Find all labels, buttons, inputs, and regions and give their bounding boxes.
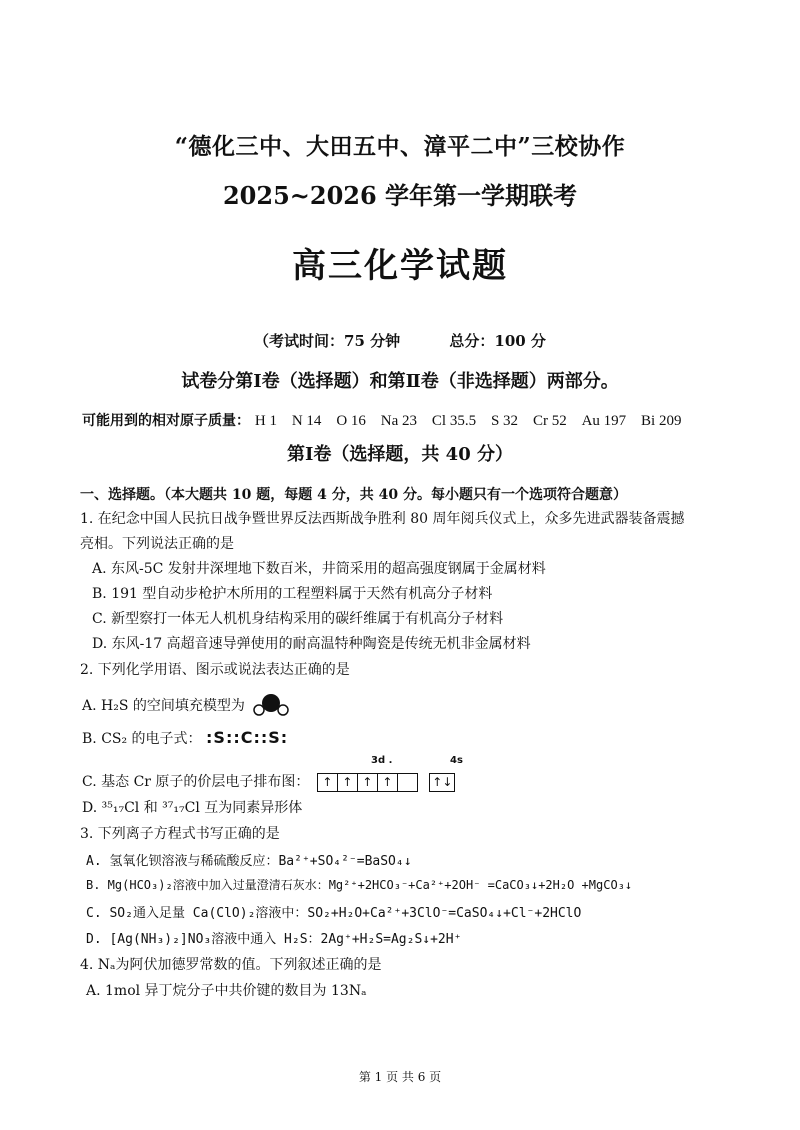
q2-option-b (82, 728, 288, 748)
page-footer: 第 1 页 共 6 页 (358, 1070, 442, 1084)
volume-title: 第Ⅰ卷（选择题，共 40 分） (286, 444, 513, 465)
exam-score: 总分：100 分 (449, 332, 546, 350)
q1-option-b: B. 191 型自动步枪护木所用的工程塑料属于天然有机高分子材料 (92, 586, 493, 602)
page-title: 高三化学试题 (292, 246, 508, 286)
atomic-mass-item: Au 197 (581, 413, 627, 429)
q3-option-d: D. [Ag(NH₃)₂]NO₃溶液中通入 H₂S：2Ag⁺+H₂S=Ag₂S↓+2H⁺ (86, 932, 462, 947)
orbital-cell: ↑↓ (429, 773, 455, 792)
orbital-4s-boxes (430, 773, 455, 792)
q1-stem-line1: 1. 在纪念中国人民抗日战争暨世界反法西斯战争胜利 80 周年阅兵仪式上，众多先进武器装备震撼 (80, 511, 685, 527)
exam-info (0, 330, 800, 351)
orbital-cell: ↑ (377, 773, 398, 792)
school-line: “德化三中、大田五中、漳平二中”三校协作 (174, 133, 626, 160)
q4-option-a: A. 1mol 异丁烷分子中共价键的数目为 13Nₐ (86, 983, 367, 999)
q3-option-a: A. 氢氧化钡溶液与稀硫酸反应：Ba²⁺+SO₄²⁻=BaSO₄↓ (86, 854, 412, 869)
atomic-mass-item: O 16 (336, 413, 366, 429)
q2-option-d: D. ³⁵₁₇Cl 和 ³⁷₁₇Cl 互为同素异形体 (82, 800, 303, 816)
q1-option-a: A. 东风-5C 发射井深埋地下数百米，井筒采用的超高强度钢属于金属材料 (92, 561, 546, 577)
q3-option-c: C. SO₂通入足量 Ca(ClO)₂溶液中：SO₂+H₂O+Ca²⁺+3ClO⁻=CaSO₄↓+Cl⁻+2HClO (86, 906, 582, 921)
atomic-mass-item: N 14 (291, 413, 322, 429)
q1-stem-line2: 亮相。下列说法正确的是 (80, 536, 234, 552)
orbital-cell (397, 773, 418, 792)
atomic-mass-item: Na 23 (380, 413, 418, 429)
q1-option-c: C. 新型察打一体无人机机身结构采用的碳纤维属于有机高分子材料 (92, 611, 504, 627)
term-line: 2025~2026 学年第一学期联考 (222, 181, 578, 210)
q2-stem: 2. 下列化学用语、图示或说法表达正确的是 (80, 662, 350, 678)
orbital-3d-label: 3d . (371, 755, 393, 766)
h2s-space-filling-model-icon (251, 693, 291, 719)
q4-stem: 4. Nₐ为阿伏加德罗常数的值。下列叙述正确的是 (80, 957, 382, 973)
q1-option-d: D. 东风-17 高超音速导弹使用的耐高温特种陶瓷是传统无机非金属材料 (92, 636, 531, 652)
q2-option-a (82, 693, 291, 719)
q2-option-c (82, 771, 455, 792)
atomic-mass-item: Cl 35.5 (431, 413, 477, 429)
exam-time: （考试时间：75 分钟 (254, 332, 401, 350)
q3-option-b: B. Mg(HCO₃)₂溶液中加入过量澄清石灰水：Mg²⁺+2HCO₃⁻+Ca²⁺+2OH⁻ =CaCO₃↓+2H₂O +MgCO₃↓ (86, 878, 633, 892)
orbital-cell: ↑ (317, 773, 338, 792)
orbital-cell: ↑ (357, 773, 378, 792)
q2-option-a-text: A. H₂S 的空间填充模型为 (82, 698, 245, 714)
parts-line: 试卷分第Ⅰ卷（选择题）和第Ⅱ卷（非选择题）两部分。 (181, 371, 619, 392)
orbital-4s-label: 4s (450, 755, 463, 766)
cs2-electron-formula: :S::C::S: (206, 728, 289, 747)
atomic-mass-item: H 1 (254, 413, 277, 429)
atomic-masses (82, 410, 691, 430)
q3-stem: 3. 下列离子方程式书写正确的是 (80, 826, 280, 842)
orbital-3d-boxes (318, 773, 418, 792)
atomic-masses-label: 可能用到的相对原子质量： (82, 413, 250, 429)
q2-option-c-text: C. 基态 Cr 原子的价层电子排布图： (82, 774, 310, 790)
section-heading: 一、选择题。（本大题共 10 题，每题 4 分，共 40 分。每小题只有一个选项符合题意） (80, 487, 627, 503)
atomic-mass-item: Bi 209 (641, 413, 682, 429)
orbital-cell: ↑ (337, 773, 358, 792)
atomic-mass-item: S 32 (490, 413, 519, 429)
q2-option-b-text: B. CS₂ 的电子式： (82, 731, 202, 747)
atomic-mass-item: Cr 52 (532, 413, 567, 429)
